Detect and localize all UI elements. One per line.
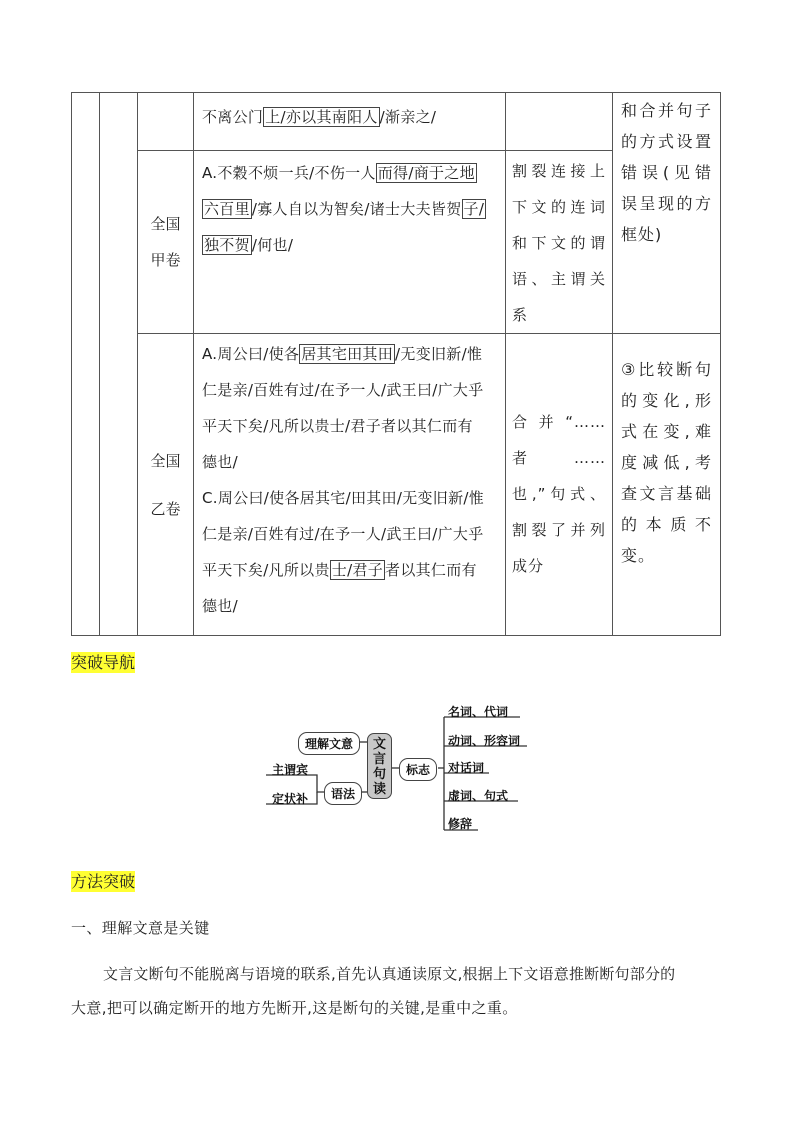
mindmap-marker: 标志 [399, 758, 437, 781]
section-title-methods: 方法突破 [71, 872, 136, 891]
mindmap-marker-child: 修辞 [448, 817, 473, 831]
error-box: 子/ [463, 200, 485, 218]
mindmap-marker-child: 动词、形容词 [448, 734, 521, 748]
col5-bottom-note: ③比较断句的变化,形式在变,难度减低,考查文言基础的本质不变。 [613, 334, 721, 636]
mindmap-marker-child: 名词、代词 [448, 705, 509, 719]
error-box: 六百里 [204, 200, 250, 218]
row2-sentence: A.不穀不烦一兵/不伤一人 而得/商于之地 六百里 /寡人自以为智矣/诸士大夫皆贺 子/ 独不贺 /何也/ [194, 151, 506, 334]
error-box: 独不贺 [204, 236, 250, 254]
paragraph-understand-meaning: 文言文断句不能脱离与语境的联系,首先认真通读原文,根据上下文语意推断断句部分的 大意,把可以确定断开的地方先断开,这是断句的关键,是重中之重。 [71, 965, 676, 1017]
mindmap-marker-child: 对话词 [448, 761, 485, 775]
error-box: 而得/商于之地 [377, 164, 475, 182]
row2-reason: 割裂连接上下文的连词和下文的谓语、主谓关系 [506, 151, 613, 334]
mindmap-grammar: 语法 [324, 782, 362, 805]
row3-sentences: A.周公曰/使各 居其宅田其田 /无变旧新/惟 仁是亲/百姓有过/在予一人/武王曰/广大乎 平天下矣/凡所以贵士/君子者以其仁而有 德也/ C.周公曰/使各居其宅/田其田/无变旧新/惟 仁是亲/百姓有过/在予一人/武王曰/广大乎 平天下矣/凡所以贵 士/君子 者以其仁而有 德也/ [194, 334, 506, 636]
col5-top-note: 和合并句子的方式设置错误(见错误呈现的方框处) [613, 93, 721, 334]
mindmap-center: 文言句读 [367, 733, 392, 799]
section-title-navigation: 突破导航 [71, 653, 136, 672]
mindmap-understand: 理解文意 [298, 732, 360, 755]
error-box: 士/君子 [331, 561, 384, 579]
row1-sentence: 不离公门 上/亦以其南阳人 /渐亲之/ [194, 93, 506, 151]
mindmap-marker-child: 虚词、句式 [448, 789, 509, 803]
heading-understand-meaning: 一、理解文意是关键 [71, 919, 210, 937]
region-jia: 全国 甲卷 [138, 151, 194, 334]
mindmap-grammar-child: 定状补 [272, 792, 309, 806]
row3-reason: 合并“……者……也,”句式、割裂了并列成分 [506, 334, 613, 636]
mindmap-grammar-child: 主谓宾 [272, 763, 309, 777]
region-yi: 全国 乙卷 [138, 334, 194, 636]
error-box: 居其宅田其田 [301, 345, 394, 363]
error-box: 上/亦以其南阳人 [265, 108, 378, 126]
